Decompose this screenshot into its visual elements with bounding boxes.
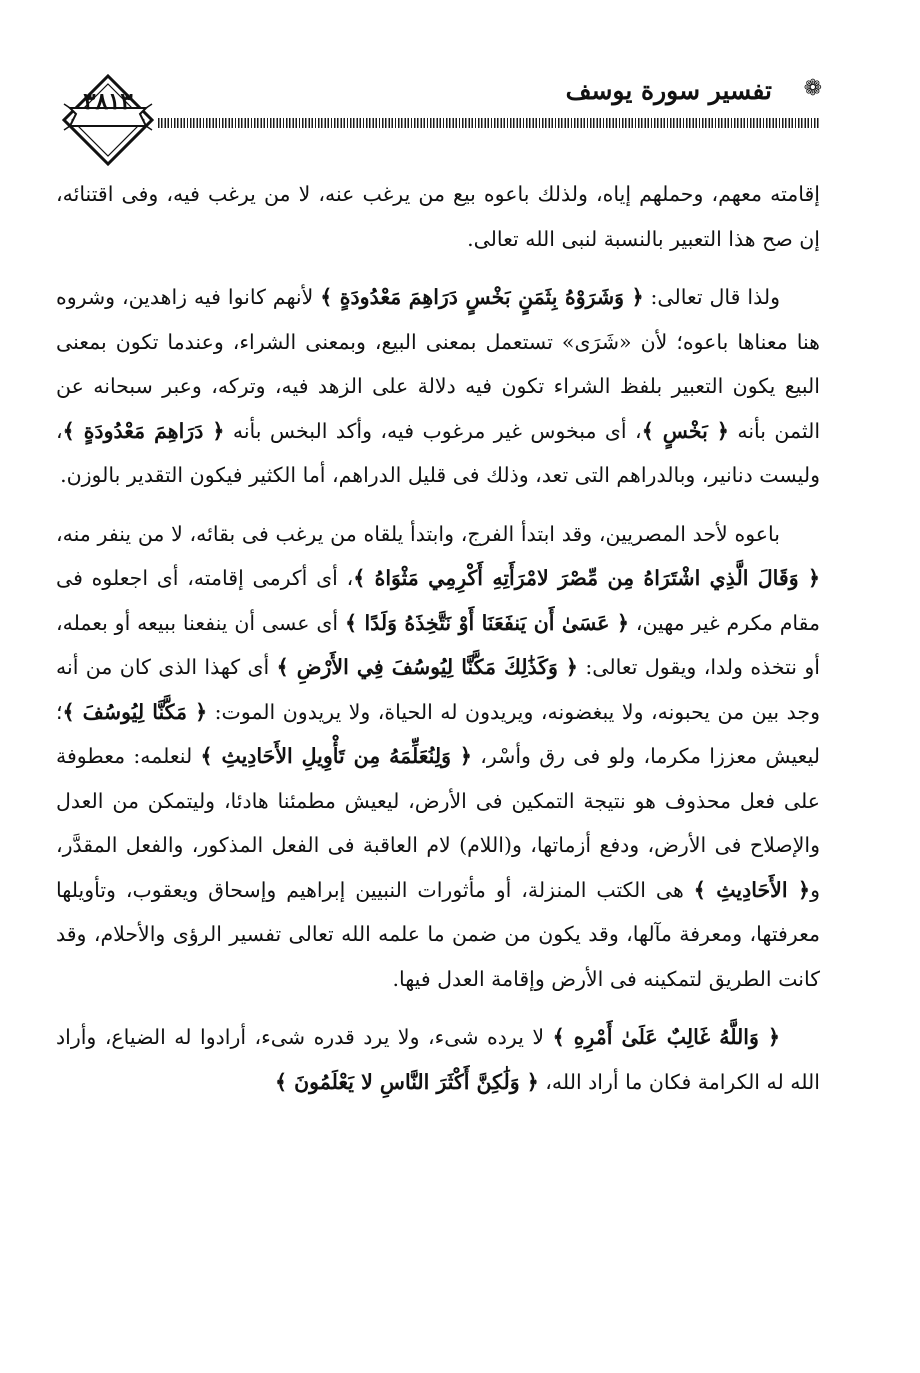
paragraph [56, 172, 820, 261]
quran-verse: ﴿ دَرَاهِمَ مَعْدُودَةٍ ﴾ [62, 418, 225, 443]
page-body [56, 172, 820, 1104]
paragraph [56, 275, 820, 498]
commentary-text: باعوه لأحد المصريين، وقد ابتدأ الفرج، وابتدأ يلقاه من يرغب فى بقائه، لا من ينفر منه، [56, 521, 780, 546]
quran-verse: ﴿ وَكَذَٰلِكَ مَكَّنَّا لِيُوسُفَ فِي الأَرْضِ ﴾ [276, 655, 578, 679]
commentary-text: هى الكتب المنزلة، أو مأثورات النبيين إبراهيم وإسحاق ويعقوب، وتأويلها معرفتها، ومعرفة مآلها، وقد يكون من ضمن ما علمه الله تعالى تفسير الرؤى والأحلام، وقد كانت الطريق لتمكينه فى الأرض وإقامة العدل فيها. [56, 877, 820, 991]
commentary-text: أى كهذا الذى كان من أنه وجد بين من يحبونه، ولا يبغضونه، ويريدون له الحياة، ولا يريدون الموت: [56, 655, 820, 724]
commentary-text: ، أى مبخوس غير مرغوب فيه، وأكد البخس بأنه [224, 418, 642, 443]
page-header [40, 60, 830, 165]
quran-verse: ﴿ الأَحَادِيثِ ﴾ [693, 877, 811, 902]
running-title: تفسير سورة يوسف [565, 76, 772, 105]
commentary-text: ولذا قال تعالى: [643, 285, 781, 309]
quran-verse: ﴿ وَلِنُعَلِّمَهُ مِن تَأْوِيلِ الأَحَادِيثِ ﴾ [200, 744, 472, 768]
quran-verse: ﴿ بَخْسٍ ﴾ [641, 418, 729, 443]
commentary-text: إقامته معهم، وحملهم إياه، ولذلك باعوه بيع من يرغب عنه، لا من يرغب فيه، وفى اقتنائه، إن صح هذا التعبير بالنسبة لنبى الله تعالى. [56, 182, 820, 251]
header-rule [158, 118, 820, 128]
quran-verse: ﴿ وَشَرَوْهُ بِثَمَنٍ بَخْسٍ دَرَاهِمَ مَعْدُودَةٍ ﴾ [320, 285, 644, 309]
paragraph [56, 512, 820, 1002]
flower-ornament-icon: ❁ [803, 76, 822, 101]
commentary-text: ، وليست دنانير، وبالدراهم التى تعد، وذلك فى قليل الدراهم، أما الكثير فيكون التقدير بالوزن. [56, 418, 820, 487]
quran-verse: ﴿ مَكَّنَّا لِيُوسُفَ ﴾ [62, 699, 208, 724]
quran-verse: ﴿ وَلَٰكِنَّ أَكْثَرَ النَّاسِ لا يَعْلَمُونَ ﴾ [274, 1069, 539, 1094]
commentary-text: ، أى أكرمى إقامته، أى اجعلوه فى مقام مكرم غير مهين، [56, 566, 820, 635]
commentary-text: ؛ ليعيش معززا مكرما، ولو فى رق وأسْر، [56, 699, 821, 768]
quran-verse: ﴿ وَقَالَ الَّذِي اشْتَرَاهُ مِن مِّصْرَ لامْرَأَتِهِ أَكْرِمِي مَثْوَاهُ ﴾ [353, 566, 820, 590]
page-number: ٣٨١٣ [83, 88, 133, 115]
quran-verse: ﴿ عَسَىٰ أَن يَنفَعَنَا أَوْ نَتَّخِذَهُ وَلَدًا ﴾ [344, 610, 629, 635]
commentary-text: لنعلمه: معطوفة على فعل محذوف هو نتيجة التمكين فى الأرض، ليعيش مطمئنا هادئا، وليتمكن من العدل والإصلاح فى الأرض، ودفع أزماتها، و(اللام) لام العاقبة فى الفعل المذكور، والفعل المقدَّر، و [56, 744, 820, 902]
commentary-text: لأنهم كانوا فيه زاهدين، وشروه هنا معناها باعوه؛ لأن «شَرَى» تستعمل بمعنى البيع، وبمعنى الشراء، وعندما تكون بمعنى البيع يكون التعبير بلفظ الشراء تكون فيه دلالة على الزهد فيه، وتركه، وعبر سبحانه عن الثمن بأنه [56, 285, 821, 443]
commentary-text: لا يرده شىء، ولا يرد قدره شىء، أرادوا له الضياع، وأراد الله له الكرامة فكان ما أراد الله، [56, 1025, 820, 1094]
paragraph [56, 1015, 820, 1104]
commentary-text: أى عسى أن ينفعنا ببيعه أو بعمله، أو نتخذه ولدا، ويقول تعالى: [56, 610, 820, 679]
quran-verse: ﴿ وَاللَّهُ غَالِبٌ عَلَىٰ أَمْرِهِ ﴾ [552, 1025, 780, 1049]
